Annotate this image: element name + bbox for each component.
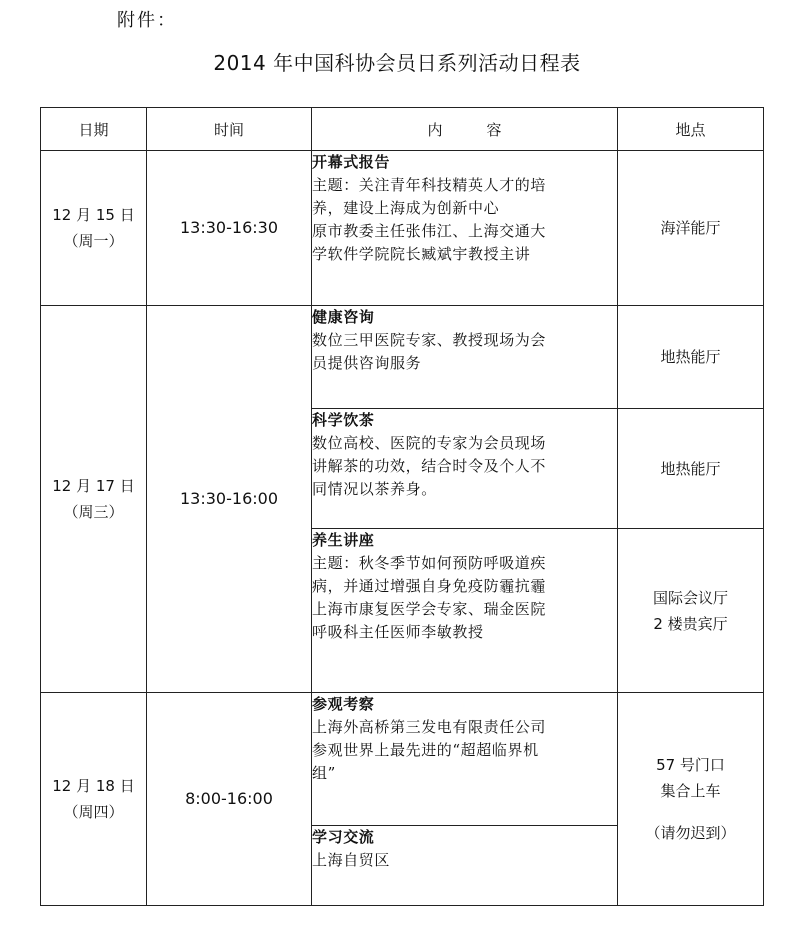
activity-title: 学习交流 <box>312 828 375 846</box>
activity-line: 组” <box>312 764 336 782</box>
content-cell <box>312 693 618 826</box>
activity-line: 数位高校、医院的专家为会员现场 <box>312 434 547 452</box>
place-cell <box>618 693 764 906</box>
place-cell <box>618 151 764 306</box>
content-cell <box>312 826 618 906</box>
content-cell <box>312 529 618 693</box>
date-text: 12 月 18 日 <box>52 777 135 795</box>
weekday-text: （周四） <box>63 803 124 821</box>
activity-title: 科学饮茶 <box>312 411 375 429</box>
activity-title: 开幕式报告 <box>312 153 391 171</box>
date-cell <box>41 693 147 906</box>
place-cell <box>618 306 764 409</box>
place-cell <box>618 529 764 693</box>
header-content <box>312 108 618 151</box>
place-text: 集合上车 <box>660 782 721 800</box>
content-cell <box>312 306 618 409</box>
time-cell: 13:30-16:00 <box>147 306 312 693</box>
weekday-text: （周三） <box>63 503 124 521</box>
date-text: 12 月 17 日 <box>52 477 135 495</box>
weekday-text: （周一） <box>63 232 124 250</box>
header-place: 地点 <box>618 108 764 151</box>
activity-line: 同情况以茶养身。 <box>312 480 437 498</box>
activity-title: 养生讲座 <box>312 531 375 549</box>
header-time: 时间 <box>147 108 312 151</box>
table-header-row <box>41 108 764 151</box>
activity-line: 原市教委主任张伟江、上海交通大 <box>312 222 547 240</box>
place-note: （请勿迟到） <box>645 824 736 842</box>
time-cell: 8:00-16:00 <box>147 693 312 906</box>
header-content-char-2: 容 <box>486 120 502 139</box>
place-text: 地热能厅 <box>660 348 721 366</box>
activity-line: 上海自贸区 <box>312 851 391 869</box>
date-text: 12 月 15 日 <box>52 206 135 224</box>
activity-line: 主题：关注青年科技精英人才的培 <box>312 176 547 194</box>
activity-line: 讲解茶的功效，结合时令及个人不 <box>312 457 547 475</box>
time-cell: 13:30-16:30 <box>147 151 312 306</box>
attachment-label: 附件： <box>117 10 177 31</box>
page-title: 2014 年中国科协会员日系列活动日程表 <box>213 51 581 75</box>
activity-line: 养，建设上海成为创新中心 <box>312 199 500 217</box>
place-text: 国际会议厅 <box>652 588 728 607</box>
place-cell <box>618 409 764 529</box>
place-text: 地热能厅 <box>660 459 721 478</box>
place-text: 海洋能厅 <box>660 219 721 237</box>
table-row <box>41 306 764 409</box>
date-cell <box>41 306 147 693</box>
table-row <box>41 151 764 306</box>
activity-line: 数位三甲医院专家、教授现场为会 <box>312 331 547 349</box>
content-cell <box>312 409 618 529</box>
activity-line: 病，并通过增强自身免疫防霾抗霾 <box>312 577 547 595</box>
activity-line: 参观世界上最先进的“超超临界机 <box>312 741 539 759</box>
activity-line: 上海市康复医学会专家、瑞金医院 <box>312 600 547 618</box>
header-content-char-1: 内 <box>427 120 443 139</box>
table-row <box>41 693 764 826</box>
content-cell <box>312 151 618 306</box>
activity-title: 参观考察 <box>312 695 375 713</box>
activity-line: 学软件学院院长臧斌宇教授主讲 <box>312 245 531 263</box>
date-cell <box>41 151 147 306</box>
schedule-table <box>40 107 764 906</box>
activity-title: 健康咨询 <box>312 308 375 326</box>
place-text: 2 楼贵宾厅 <box>653 614 728 633</box>
activity-line: 上海外高桥第三发电有限责任公司 <box>312 718 547 736</box>
activity-line: 员提供咨询服务 <box>312 354 422 372</box>
place-text: 57 号门口 <box>656 756 725 774</box>
header-date: 日期 <box>41 108 147 151</box>
activity-line: 呼吸科主任医师李敏教授 <box>312 623 484 641</box>
activity-line: 主题：秋冬季节如何预防呼吸道疾 <box>312 554 547 572</box>
